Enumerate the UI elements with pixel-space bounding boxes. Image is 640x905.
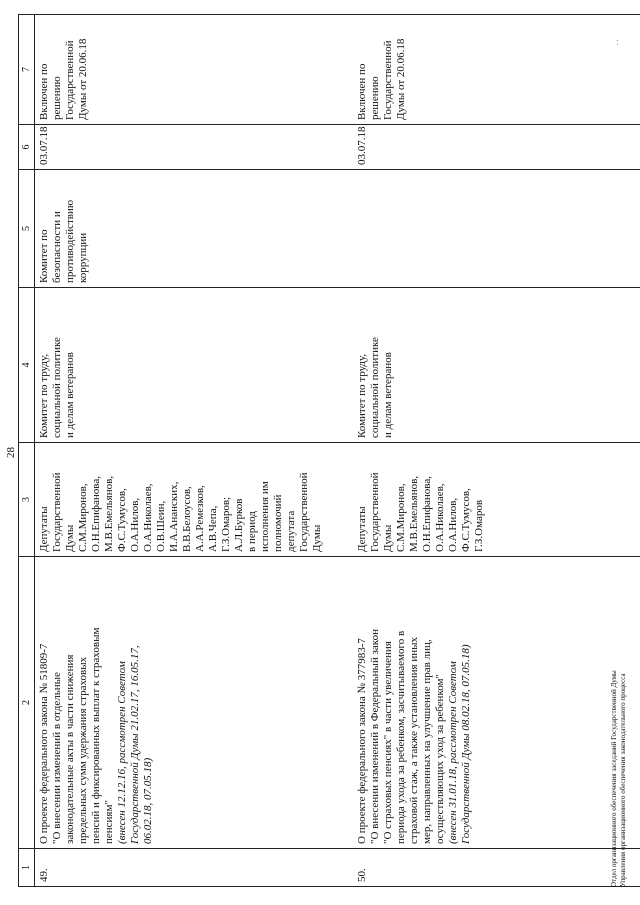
text-line: и делам ветеранов [382, 352, 394, 438]
co-committee-cell [35, 170, 354, 288]
bill-note [116, 561, 155, 844]
co-committee-cell [353, 170, 640, 288]
text-line: (внесен 12.12.16, рассмотрен Советом [116, 661, 128, 844]
text-line: Г.З.Омаров [473, 499, 485, 552]
text-line: исполнения им [259, 481, 271, 552]
text-line: (внесен 31.01.18, рассмотрен Советом [447, 661, 459, 844]
text-line: пенсий и фиксированных выплат к страховым [90, 627, 102, 844]
text-line: страховой стаж, а также установления иных [408, 637, 420, 844]
text-line: в период [246, 511, 258, 552]
text-line: депутата [285, 510, 297, 552]
column-header: 4 [19, 288, 35, 443]
text-line: В.В.Белоусов, [181, 486, 193, 552]
text-line: О.Н.Епифанова, [90, 476, 102, 552]
text-line: О.Н.Епифанова, [421, 476, 433, 552]
text-line: Ф.С.Тумусов, [460, 488, 472, 552]
text-line: Думы [311, 524, 323, 552]
text-line: Включен по [38, 63, 50, 120]
text-line: А.В.Чепа, [207, 505, 219, 552]
text-line: Думы [382, 524, 394, 552]
decision-cell [353, 15, 640, 125]
text-line: Государственной Думы 08.02.18, 07.05.18) [460, 644, 472, 844]
text-line: полномочий [272, 494, 284, 552]
text-line: "О страховых пенсиях" в части увеличения [382, 641, 394, 844]
footer-line: Отдел организационного обеспечения заседаний Государственной Думы [610, 670, 618, 887]
table-header-row [19, 15, 35, 887]
text-line: Государственной [369, 472, 381, 552]
bill-title-cell [35, 557, 354, 849]
text-line: социальной политике [51, 337, 63, 438]
committee-cell [35, 288, 354, 443]
text-line: мер, направленных на улучшение прав лиц, [421, 639, 433, 844]
text-line: пенсиям" [103, 800, 115, 844]
column-header: 6 [19, 125, 35, 170]
text-line: О.А.Нилов, [129, 497, 141, 552]
column-header: 5 [19, 170, 35, 288]
text-line: "О внесении изменений в Федеральный закон [369, 629, 381, 844]
text-line: Государственной [64, 40, 76, 120]
row-number: 49. [35, 849, 354, 887]
text-line: социальной политике [369, 337, 381, 438]
page-number: 28 [5, 447, 17, 458]
committee-cell [353, 288, 640, 443]
text-line: коррупции [77, 232, 89, 283]
date-cell: 03.07.18 [353, 125, 640, 170]
authors-cell [35, 443, 354, 557]
text-line: решению [51, 76, 63, 120]
text-line: Г.З.Омаров; [220, 496, 232, 552]
bill-note [447, 561, 473, 844]
text-line: Думы от 20.06.18 [395, 38, 407, 120]
bill-title-cell [353, 557, 640, 849]
row-number: 50. [353, 849, 640, 887]
text-line: М.В.Емельянов, [103, 475, 115, 552]
text-line: безопасности и [51, 211, 63, 283]
text-line: Депутаты [356, 506, 368, 552]
text-line: М.В.Емельянов, [408, 475, 420, 552]
table-row [353, 15, 640, 887]
column-header: 1 [19, 849, 35, 887]
decision-cell [35, 15, 354, 125]
text-line: С.М.Миронов, [77, 483, 89, 552]
text-line: Думы от 20.06.18 [77, 38, 89, 120]
authors-cell [353, 443, 640, 557]
legislation-table [18, 14, 640, 887]
footer-department [610, 670, 628, 887]
text-line: и делам ветеранов [64, 352, 76, 438]
text-line: Комитет по [38, 229, 50, 283]
text-line: Комитет по труду, [356, 353, 368, 438]
text-line: решению [369, 76, 381, 120]
text-line: О.В.Шеин, [155, 500, 167, 552]
text-line: законодательные акты в части снижения [64, 654, 76, 844]
footer-marks: . . [612, 39, 620, 45]
text-line: И.А.Ананских, [168, 481, 180, 552]
text-line: предельных сумм удержания страховых [77, 656, 89, 844]
text-line: периода ухода за ребенком, засчитываемого в [395, 630, 407, 844]
text-line: О проекте федерального закона № 51809-7 [38, 643, 50, 844]
date-cell: 03.07.18 [35, 125, 354, 170]
text-line: О проекте федерального закона № 377983-7 [356, 638, 368, 844]
text-line: О.А.Николаев, [434, 483, 446, 552]
text-line: Думы [64, 524, 76, 552]
text-line: Государственной Думы 21.02.17, 16.05.17, [129, 645, 141, 844]
text-line: Государственной [382, 40, 394, 120]
text-line: "О внесении изменений в отдельные [51, 672, 63, 844]
footer-line: Управления организационного обеспечения законодательного процесса [619, 673, 627, 887]
column-header: 3 [19, 443, 35, 557]
column-header: 2 [19, 557, 35, 849]
text-line: А.А.Ремезков, [194, 485, 206, 552]
text-line: О.А.Николаев, [142, 483, 154, 552]
text-line: Депутаты [38, 506, 50, 552]
text-line: Включен по [356, 63, 368, 120]
text-line: А.Л.Бурков [233, 498, 245, 552]
text-line: Ф.С.Тумусов, [116, 488, 128, 552]
text-line: Комитет по труду, [38, 353, 50, 438]
table-row [35, 15, 354, 887]
text-line: Государственной [298, 472, 310, 552]
text-line: С.М.Миронов, [395, 483, 407, 552]
text-line: Государственной [51, 472, 63, 552]
bill-title [38, 561, 116, 844]
text-line: противодействию [64, 199, 76, 283]
bill-title [356, 561, 447, 844]
text-line: 06.02.18, 07.05.18) [142, 757, 154, 844]
text-line: О.А.Нилов, [447, 497, 459, 552]
text-line: осуществляющих уход за ребенком" [434, 674, 446, 844]
column-header: 7 [19, 15, 35, 125]
